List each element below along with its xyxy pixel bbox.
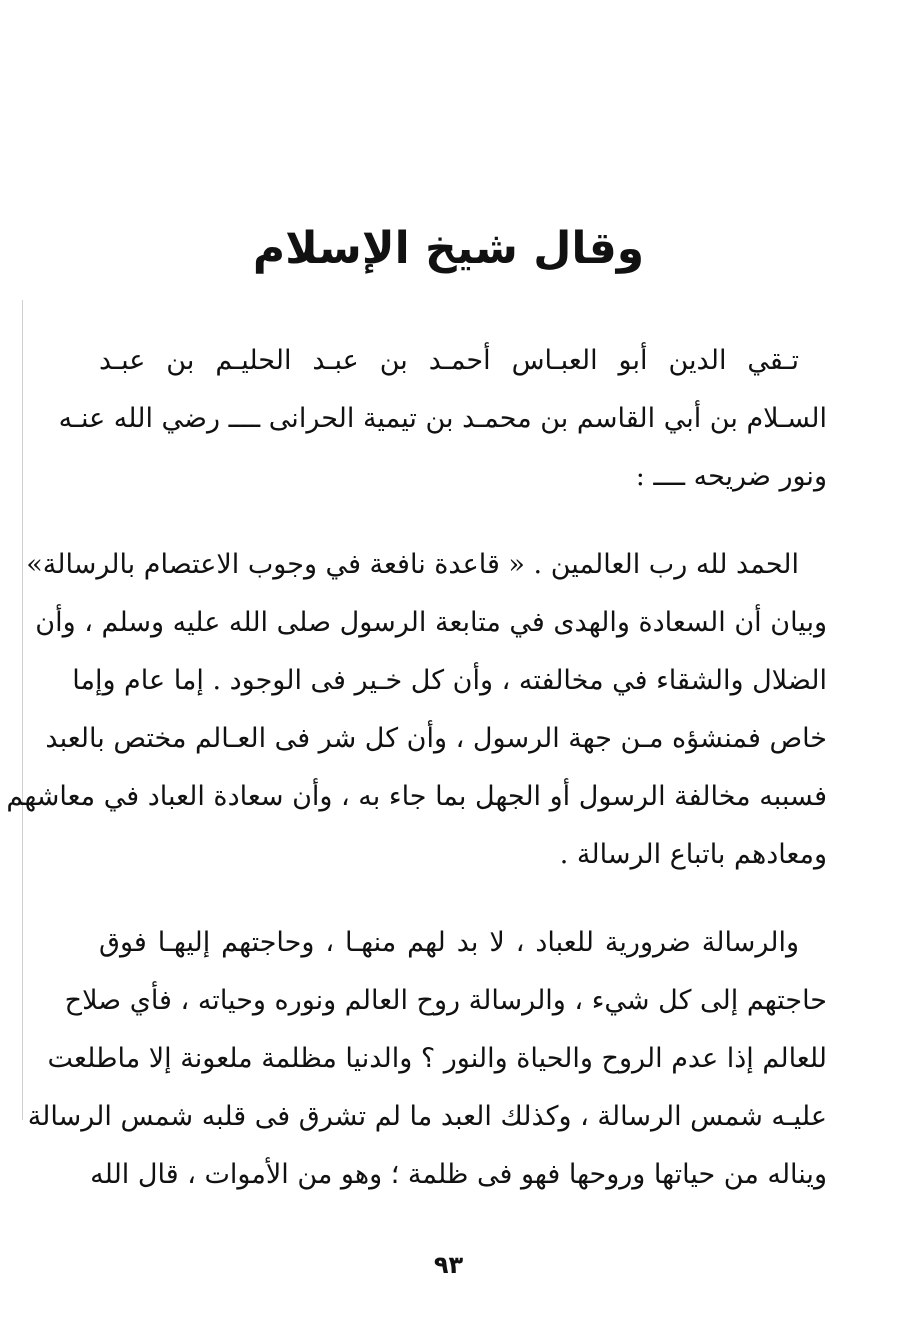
paragraph-line: ونور ضريحه ــــ : [635,461,827,492]
paragraph-line: خاص فمنشؤه مـن جهة الرسول ، وأن كل شر فى العـالم مختص بالعبد [45,723,827,754]
paragraph-line: وبيان أن السعادة والهدى في متابعة الرسول صلى الله عليه وسلم ، وأن [35,607,827,638]
paragraph-2 [6,536,827,884]
page-title: وقال شيخ الإسلام [252,223,645,274]
paragraph-line: عليـه شمس الرسالة ، وكذلك العبد ما لم تشرق فى قلبه شمس الرسالة [27,1101,827,1132]
paragraph-line: تـقي الدين أبو العبـاس أحمـد بن عبـد الحليـم بن عبـد [99,345,799,376]
paragraph-line: فسببه مخالفة الرسول أو الجهل بما جاء به ، وأن سعادة العباد في معاشهم [6,781,827,812]
paragraph-3 [27,914,827,1204]
page-edge-shadow [22,300,23,1120]
paragraph-line: الحمد لله رب العالمين . « قاعدة نافعة في وجوب الاعتصام بالرسالة» [26,549,799,580]
page-number: ٩٣ [433,1251,464,1279]
paragraph-line: للعالم إذا عدم الروح والحياة والنور ؟ والدنيا مظلمة ملعونة إلا ماطلعت [47,1043,827,1074]
paragraph-line: السـلام بن أبي القاسم بن محمـد بن تيمية الحرانى ــــ رضي الله عنـه [58,403,827,434]
paragraph-line: ومعادهم باتباع الرسالة . [559,839,827,870]
paragraph-line: الضلال والشقاء في مخالفته ، وأن كل خـير فى الوجود . إما عام وإما [72,665,827,696]
paragraph-line: ويناله من حياتها وروحها فهو فى ظلمة ؛ وهو من الأموات ، قال الله [90,1159,827,1190]
paragraph-1 [58,332,827,506]
paragraph-line: والرسالة ضرورية للعباد ، لا بد لهم منهـا ، وحاجتهم إليهـا فوق [99,927,799,958]
paragraph-line: حاجتهم إلى كل شيء ، والرسالة روح العالم ونوره وحياته ، فأي صلاح [64,985,827,1016]
